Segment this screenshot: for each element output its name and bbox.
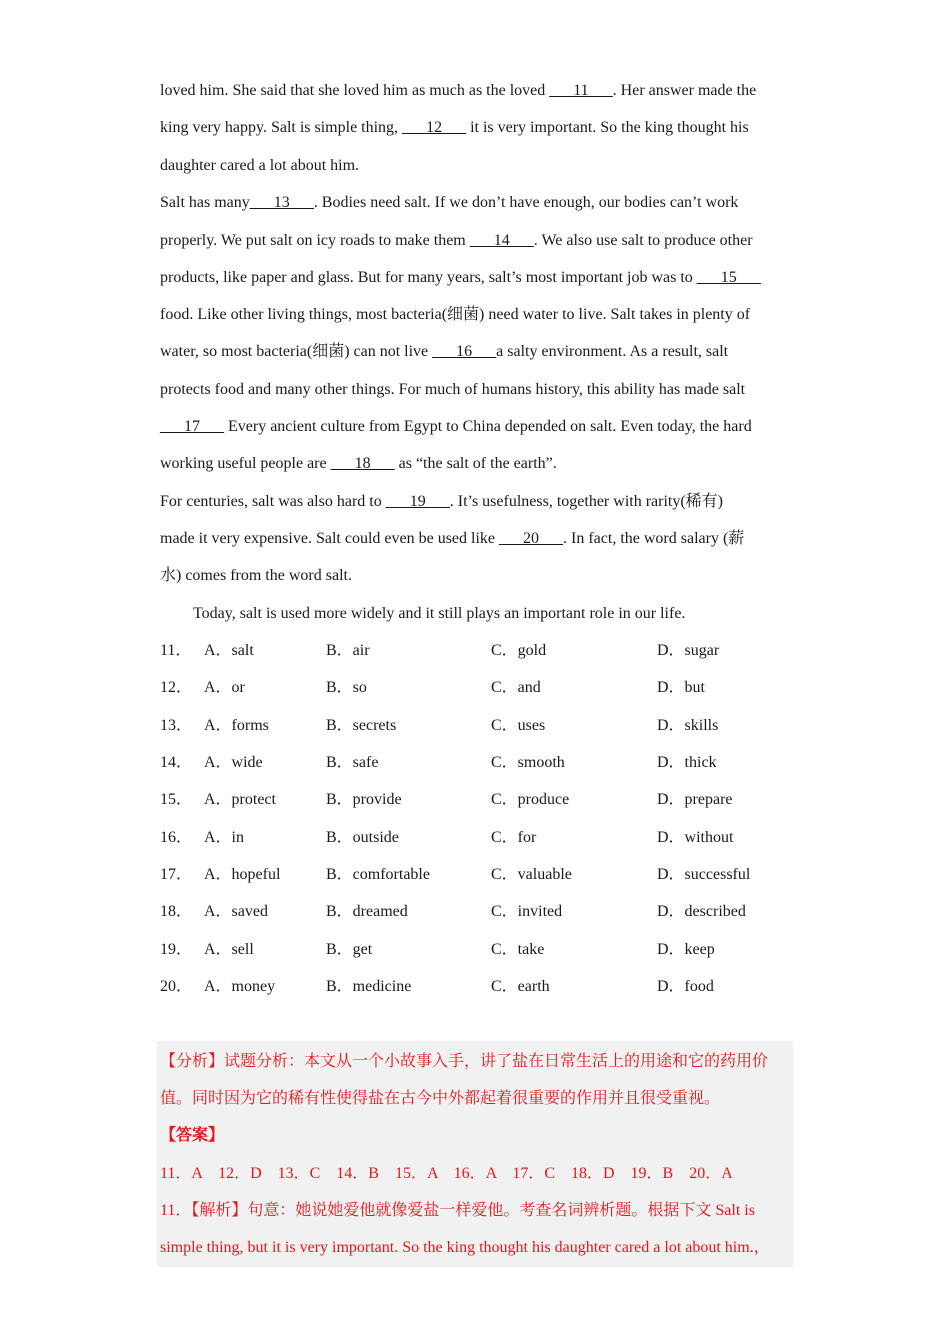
question-row (160, 977, 800, 997)
passage-line: Salt has many___13___. Bodies need salt. If we don’t have enough, our bodies can’t work (160, 194, 739, 211)
question-row (160, 902, 800, 922)
option-c: C．earth (491, 978, 550, 995)
passage-line: made it very expensive. Salt could even be used like ___20___. In fact, the word salary (薪 (160, 530, 745, 547)
option-a: A．hopeful (204, 866, 281, 883)
question-number: 17． (160, 866, 193, 883)
option-c: C．smooth (491, 754, 565, 771)
question-number: 11． (160, 642, 192, 659)
question-number: 14． (160, 754, 193, 771)
option-c: C．produce (491, 791, 570, 808)
option-b: B．medicine (326, 978, 412, 995)
blank-14: ___14___ (469, 232, 534, 249)
question-number: 19． (160, 941, 193, 958)
option-b: B．secrets (326, 717, 397, 734)
option-b: B．provide (326, 791, 402, 808)
passage-line: loved him. She said that she loved him as much as the loved ___11___. Her answer made the (160, 82, 757, 99)
option-d: D．but (657, 679, 706, 696)
option-d: D．successful (657, 866, 751, 883)
option-b: B．air (326, 642, 370, 659)
blank-11: ___11___ (549, 82, 613, 99)
question-number: 15． (160, 791, 193, 808)
blank-20: ___20___ (499, 530, 564, 547)
blank-15: ___15___ (696, 269, 761, 286)
option-a: A．sell (204, 941, 254, 958)
question-row (160, 716, 800, 736)
option-d: D．without (657, 829, 734, 846)
explanation-text: 11．【解析】句意：她说她爱他就像爱盐一样爱他。考查名词辨析题。根据下文 Salt is (160, 1202, 755, 1219)
passage-line: 水) comes from the word salt. (160, 567, 352, 584)
analysis-panel (157, 1041, 793, 1267)
blank-18: ___18___ (330, 455, 395, 472)
option-b: B．dreamed (326, 903, 408, 920)
analysis-text: 值。同时因为它的稀有性使得盐在古今中外都起着很重要的作用并且很受重视。 (160, 1090, 721, 1107)
passage-closing: Today, salt is used more widely and it still plays an important role in our life. (193, 605, 686, 622)
passage-line: products, like paper and glass. But for many years, salt’s most important job was to ___15___ (160, 269, 761, 286)
analysis-text: 【分析】试题分析：本文从一个小故事入手，讲了盐在日常生活上的用途和它的药用价 (160, 1053, 769, 1070)
option-a: A．protect (204, 791, 276, 808)
question-row (160, 790, 800, 810)
option-d: D．described (657, 903, 746, 920)
passage-line: working useful people are ___18___ as “the salt of the earth”. (160, 455, 557, 472)
question-number: 20． (160, 978, 193, 995)
option-b: B．safe (326, 754, 379, 771)
passage-line: water, so most bacteria(细菌) can not live ___16___a salty environment. As a result, salt (160, 343, 729, 360)
question-row (160, 940, 800, 960)
option-d: D．skills (657, 717, 719, 734)
option-c: C．for (491, 829, 537, 846)
question-row (160, 865, 800, 885)
option-d: D．keep (657, 941, 715, 958)
question-row (160, 828, 800, 848)
question-row (160, 753, 800, 773)
passage-line: ___17___ Every ancient culture from Egypt to China depended on salt. Even today, the hard (160, 418, 752, 435)
option-b: B．so (326, 679, 367, 696)
option-a: A．forms (204, 717, 269, 734)
question-number: 13． (160, 717, 193, 734)
option-d: D．prepare (657, 791, 733, 808)
option-c: C．uses (491, 717, 546, 734)
blank-12: ___12___ (402, 119, 467, 136)
blank-13: ___13___ (249, 194, 314, 211)
option-b: B．outside (326, 829, 399, 846)
option-a: A．in (204, 829, 245, 846)
option-d: D．sugar (657, 642, 720, 659)
option-a: A．wide (204, 754, 263, 771)
passage-line: king very happy. Salt is simple thing, ___12___ it is very important. So the king thought his (160, 119, 749, 136)
option-a: A．or (204, 679, 245, 696)
question-row (160, 641, 800, 661)
passage-line: For centuries, salt was also hard to ___19___. It’s usefulness, together with rarity(稀有) (160, 493, 724, 510)
option-a: A．salt (204, 642, 254, 659)
blank-17: ___17___ (160, 418, 224, 435)
option-c: C．gold (491, 642, 547, 659)
answer-heading: 【答案】 (160, 1127, 225, 1144)
question-row (160, 678, 800, 698)
option-b: B．comfortable (326, 866, 430, 883)
option-d: D．thick (657, 754, 717, 771)
blank-16: ___16___ (432, 343, 497, 360)
option-c: C．take (491, 941, 545, 958)
option-c: C．invited (491, 903, 563, 920)
question-number: 12． (160, 679, 193, 696)
option-c: C．valuable (491, 866, 572, 883)
option-d: D．food (657, 978, 714, 995)
answer-key: 11．A 12．D 13．C 14．B 15．A 16．A 17．C 18．D 19．B 20．A (160, 1165, 733, 1182)
passage-line: food. Like other living things, most bacteria(细菌) need water to live. Salt takes in plenty of (160, 306, 751, 323)
passage-line: protects food and many other things. For much of humans history, this ability has made salt (160, 381, 746, 398)
passage-line: properly. We put salt on icy roads to make them ___14___. We also use salt to produce other (160, 232, 753, 249)
explanation-text: simple thing, but it is very important. So the king thought his daughter cared a lot about him.， (160, 1239, 770, 1256)
question-number: 16． (160, 829, 193, 846)
option-b: B．get (326, 941, 373, 958)
blank-19: ___19___ (385, 493, 450, 510)
question-number: 18． (160, 903, 193, 920)
passage-line: daughter cared a lot about him. (160, 157, 360, 174)
option-a: A．money (204, 978, 276, 995)
option-a: A．saved (204, 903, 268, 920)
option-c: C．and (491, 679, 541, 696)
